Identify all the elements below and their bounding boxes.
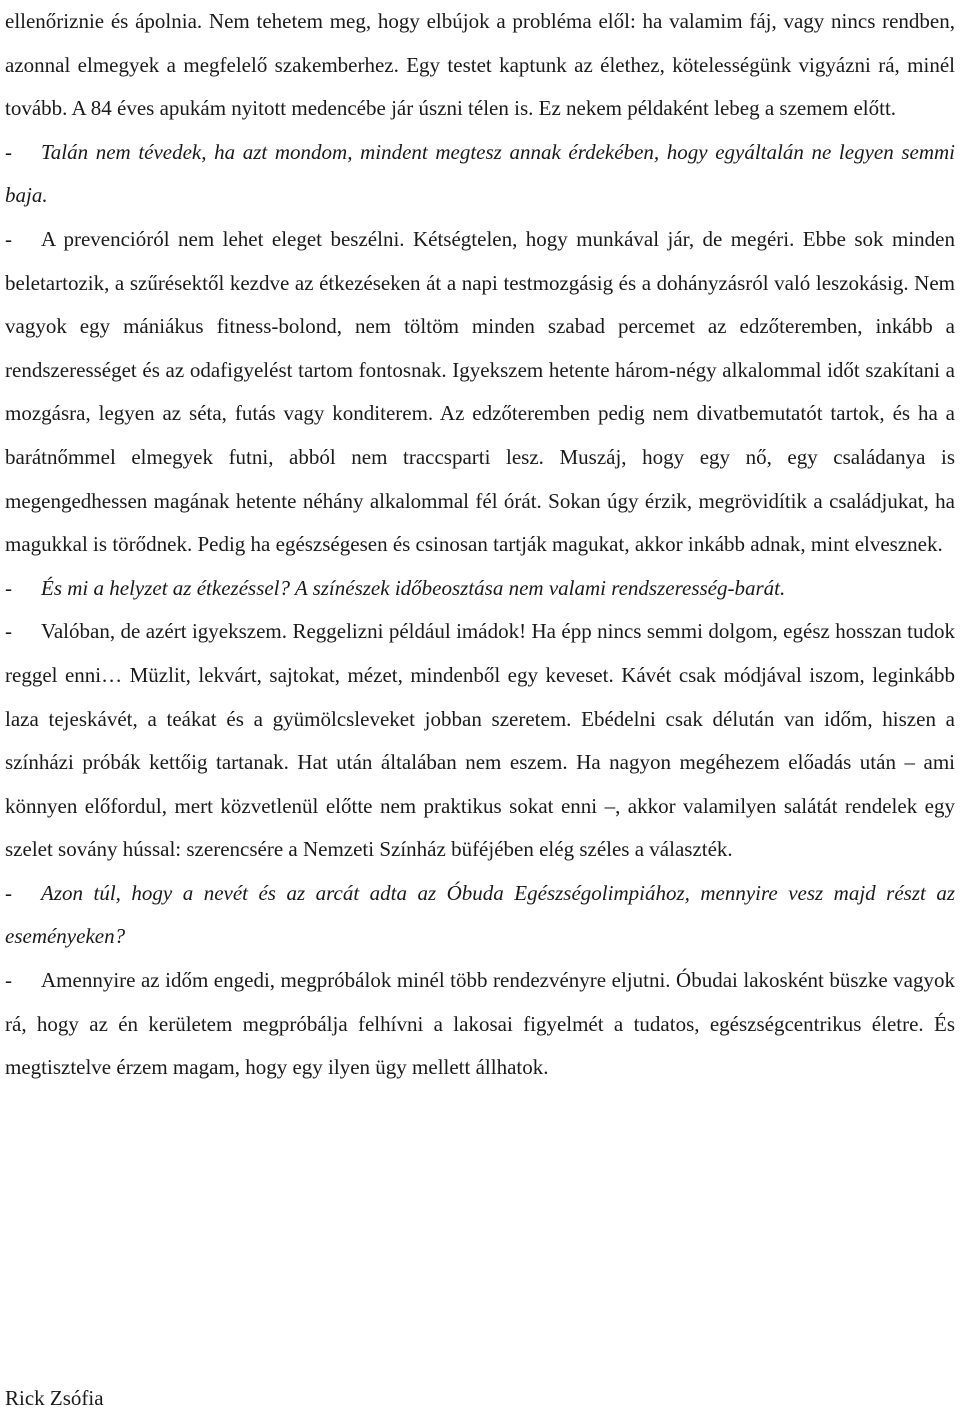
paragraph-text: ellenőrizniе és ápolnia. Nem tehetem meg, hogy elbújok a probléma elől: ha valamim fáj, vagy nincs rendben, azonnal elmegyek a megfelelő szakemberhez. Egy testet kaptunk az élethez, kötelességünk vigyázni rá, minél tovább. A 84 éves apukám nyitott medencébe jár úszni télen is. Ez nekem példaként lebeg a szemem előtt.	[5, 9, 955, 121]
question-text: És mi a helyzet az étkezéssel? A színészek időbeosztása nem valami rendszeresség-barát.	[41, 575, 786, 600]
answer-text: Amennyire az időm engedi, megpróbálok minél több rendezvényre eljutni. Óbudai lakosként büszke vagyok rá, hogy az én kerületem megpróbálja felhívni a lakosai figyelmét a tudatos, egészségcentrikus életre. És megtisztelve érzem magam, hogy egy ilyen ügy mellett állhatok.	[5, 968, 955, 1080]
article-body	[5, 0, 955, 1090]
dash-marker: -	[5, 619, 12, 644]
dash-marker: -	[5, 880, 12, 905]
dash-marker: -	[5, 139, 12, 164]
question-3	[5, 872, 955, 959]
question-1	[5, 131, 955, 218]
question-text: Azon túl, hogy a nevét és az arcát adta az Óbuda Egészségolimpiához, mennyire vesz majd részt az eseményeken?	[5, 880, 955, 949]
question-2	[5, 567, 955, 611]
paragraph-intro	[5, 0, 955, 131]
answer-3	[5, 959, 955, 1090]
author-signature: Rick Zsófia	[5, 1386, 104, 1410]
answer-2	[5, 610, 955, 872]
question-text: Talán nem tévedek, ha azt mondom, mindent megtesz annak érdekében, hogy egyáltalán ne legyen semmi baja.	[5, 139, 955, 208]
dash-marker: -	[5, 575, 12, 600]
dash-marker: -	[5, 968, 12, 993]
answer-1	[5, 218, 955, 567]
dash-marker: -	[5, 226, 12, 251]
answer-text: Valóban, de azért igyekszem. Reggelizni például imádok! Ha épp nincs semmi dolgom, egész hosszan tudok reggel enni… Müzlit, lekvárt, sajtokat, mézet, mindenből egy keveset. Kávét csak módjával iszom, leginkább laza tejeskávét, a teákat és a gyümölcsleveket jobban szeretem. Ebédelni csak délután van időm, hiszen a színházi próbák kettőig tartanak. Hat után általában nem eszem. Ha nagyon megéhezem előadás után – ami könnyen előfordul, mert közvetlenül előtte nem praktikus sokat enni –, akkor valamilyen salátát rendelek egy szelet sovány hússal: szerencsére a Nemzeti Színház büféjében elég széles a választék.	[5, 619, 955, 862]
answer-text: A prevencióról nem lehet eleget beszélni. Kétségtelen, hogy munkával jár, de megéri. Ebbe sok minden beletartozik, a szűrésektől kezdve az étkezéseken át a napi testmozgásig és a dohányzásról való leszokásig. Nem vagyok egy mániákus fitness-bolond, nem töltöm minden szabad percemet az edzőteremben, inkább a rendszerességet és az odafigyelést tartom fontosnak. Igyekszem hetente három-négy alkalommal időt szakítani a mozgásra, legyen az séta, futás vagy konditerem. Az edzőteremben pedig nem divatbemutatót tartok, és ha a barátnőmmel elmegyek futni, abból nem traccsparti lesz. Muszáj, hogy egy nő, egy családanya is megengedhessen magának hetente néhány alkalommal fél órát. Sokan úgy érzik, megrövidítik a családjukat, ha magukkal is törődnek. Pedig ha egészségesen és csinosan tartják magukat, akkor inkább adnak, mint elvesznek.	[5, 226, 955, 557]
